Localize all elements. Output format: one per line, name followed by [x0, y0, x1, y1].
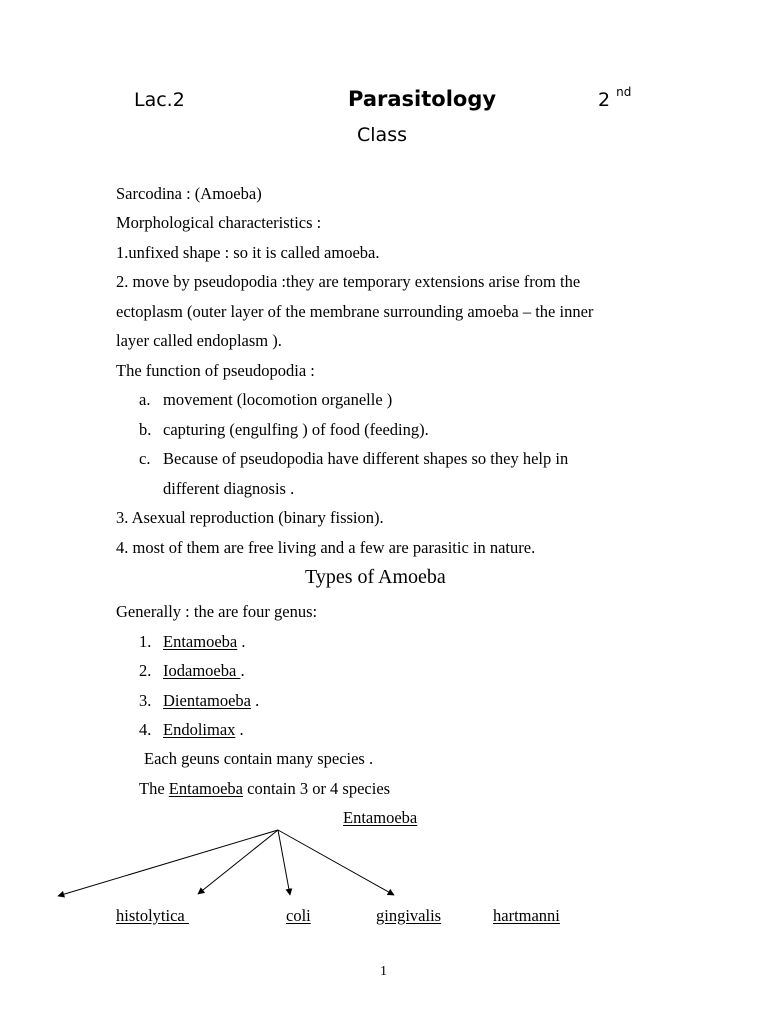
- text-fragment: The: [139, 779, 169, 798]
- body-line: Generally : the are four genus:: [116, 602, 318, 621]
- body-line: Each geuns contain many species .: [144, 749, 374, 768]
- genus-tail: .: [250, 691, 260, 710]
- text-fragment: contain 3 or 4 species: [243, 779, 391, 798]
- body-line: 4. most of them are free living and a few are parasitic in nature.: [116, 538, 536, 557]
- body-line: layer called endoplasm ).: [116, 331, 282, 350]
- body-line: The function of pseudopodia :: [116, 361, 315, 380]
- genus-tail: .: [235, 720, 244, 739]
- genus-name: Endolimax: [163, 720, 236, 739]
- subject-title: Parasitology: [348, 87, 497, 111]
- body-line: Morphological characteristics :: [116, 213, 322, 232]
- genus-name: Iodamoeba: [163, 661, 241, 680]
- species-label: histolytica: [116, 906, 189, 925]
- class-number-suffix: nd: [616, 85, 632, 99]
- list-marker: b.: [139, 420, 152, 439]
- list-marker: c.: [139, 449, 151, 468]
- arrow-gingivalis: [278, 830, 394, 895]
- species-label: coli: [286, 906, 311, 925]
- body-line: 1.unfixed shape : so it is called amoeba.: [116, 243, 380, 262]
- list-item-continuation: different diagnosis .: [163, 479, 295, 498]
- arrow-coli: [278, 830, 290, 895]
- arrow-histolytica: [198, 830, 278, 894]
- list-marker: 1.: [139, 632, 152, 651]
- genus-name: Entamoeba: [168, 779, 243, 798]
- class-number-value: 2: [598, 89, 611, 111]
- list-marker: a.: [139, 390, 151, 409]
- diagram-root-label: Entamoeba: [343, 808, 418, 827]
- section-heading: Types of Amoeba: [305, 566, 446, 588]
- list-marker: 4.: [139, 720, 152, 739]
- class-label: Class: [357, 124, 407, 146]
- species-label: gingivalis: [376, 906, 442, 925]
- genus-tail: .: [237, 632, 246, 651]
- body-line: 2. move by pseudopodia :they are temporary extensions arise from the: [116, 272, 581, 291]
- list-item: capturing (engulfing ) of food (feeding).: [163, 420, 429, 439]
- list-item: movement (locomotion organelle ): [163, 390, 393, 409]
- body-line: Sarcodina : (Amoeba): [116, 184, 262, 203]
- arrow-histolytica-far: [58, 830, 278, 896]
- genus-name: Dientamoeba: [163, 691, 251, 710]
- body-line: ectoplasm (outer layer of the membrane surrounding amoeba – the inner: [116, 302, 594, 321]
- page-number: 1: [380, 964, 387, 979]
- lecture-label: Lac.2: [134, 89, 185, 111]
- list-marker: 3.: [139, 691, 152, 710]
- list-marker: 2.: [139, 661, 152, 680]
- body-line: 3. Asexual reproduction (binary fission).: [116, 508, 384, 527]
- genus-name: Entamoeba: [163, 632, 238, 651]
- genus-tail: .: [240, 661, 245, 680]
- species-label: hartmanni: [493, 906, 560, 925]
- list-item: Because of pseudopodia have different shapes so they help in: [163, 449, 569, 468]
